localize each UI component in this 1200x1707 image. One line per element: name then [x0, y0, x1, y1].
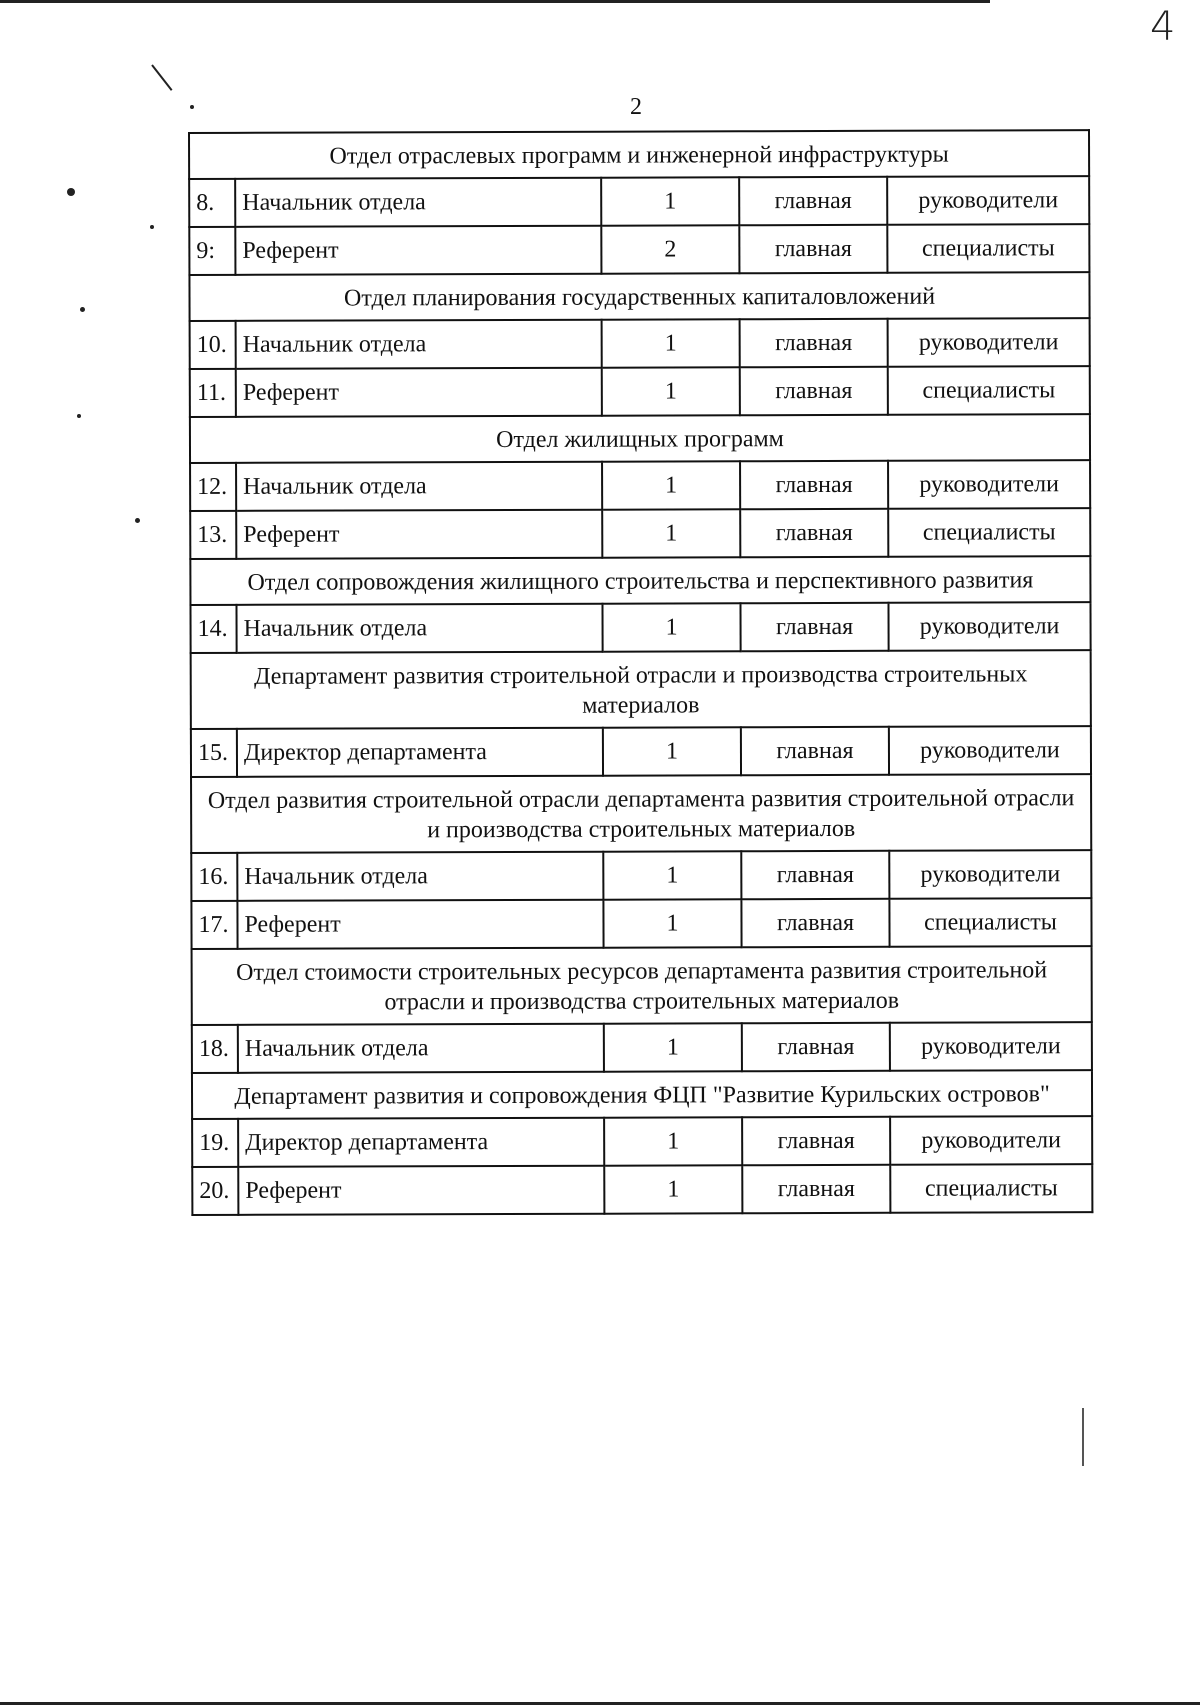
position-category: руководители: [889, 850, 1091, 899]
position-category: специалисты: [890, 1164, 1092, 1213]
position-title: Референт: [236, 368, 602, 417]
staff-count: 1: [602, 319, 740, 367]
table-row: [192, 1116, 1092, 1167]
position-group: главная: [740, 367, 888, 415]
section-title: Отдел стоимости строительных ресурсов департамента развития строительной отрасли и производства строительных материалов: [192, 946, 1092, 1025]
row-number: 16.: [191, 853, 237, 901]
scan-artifact-speck: [150, 225, 154, 229]
section-header-row: [192, 946, 1092, 1025]
position-category: руководители: [890, 1022, 1092, 1071]
staff-count: 1: [602, 603, 740, 651]
staff-count: 1: [604, 1165, 742, 1213]
position-category: руководители: [887, 176, 1089, 225]
scan-top-edge-line: [0, 0, 990, 3]
section-header-row: [189, 130, 1089, 179]
row-number: 12.: [190, 463, 236, 511]
scan-artifact-speck: [67, 188, 75, 196]
section-header-row: [191, 774, 1091, 853]
table-row: [191, 898, 1091, 949]
row-number: 10.: [190, 321, 236, 369]
staff-count: 1: [601, 177, 739, 225]
staff-count: 1: [603, 727, 741, 775]
position-group: главная: [742, 1165, 890, 1213]
staff-table-body: [189, 130, 1092, 1215]
position-category: специалисты: [889, 898, 1091, 947]
staff-count: 2: [601, 225, 739, 273]
staff-count: 1: [602, 509, 740, 557]
staff-positions-table: [188, 129, 1093, 1216]
position-group: главная: [740, 603, 888, 651]
position-title: Начальник отдела: [237, 852, 603, 901]
table-row: [189, 176, 1089, 227]
section-title: Отдел отраслевых программ и инженерной инфраструктуры: [189, 130, 1089, 179]
row-number: 15.: [191, 729, 237, 777]
table-row: [189, 224, 1089, 275]
position-category: руководители: [888, 602, 1090, 651]
position-category: специалисты: [887, 224, 1089, 273]
position-title: Директор департамента: [238, 1118, 604, 1167]
staff-count: 1: [602, 461, 740, 509]
section-header-row: [190, 414, 1090, 463]
page-number: 2: [630, 94, 642, 120]
row-number: 11.: [190, 369, 236, 417]
scan-bottom-edge-line: [0, 1702, 1200, 1705]
table-row: [191, 850, 1091, 901]
section-title: Отдел планирования государственных капиталовложений: [189, 272, 1089, 321]
position-title: Начальник отдела: [236, 604, 602, 653]
table-row: [191, 726, 1091, 777]
position-category: руководители: [888, 318, 1090, 367]
position-title: Директор департамента: [237, 728, 603, 777]
position-title: Начальник отдела: [236, 320, 602, 369]
position-title: Референт: [235, 226, 601, 275]
table-row: [192, 1022, 1092, 1073]
position-group: главная: [741, 851, 889, 899]
position-group: главная: [742, 1117, 890, 1165]
scan-artifact-speck: [80, 307, 85, 312]
staff-count: 1: [604, 1023, 742, 1071]
row-number: 20.: [192, 1167, 238, 1215]
position-group: главная: [739, 225, 887, 273]
position-title: Начальник отдела: [235, 178, 601, 227]
table-row: [190, 366, 1090, 417]
position-group: главная: [740, 319, 888, 367]
position-group: главная: [741, 899, 889, 947]
scan-artifact-speck: [190, 105, 194, 109]
staff-count: 1: [604, 1117, 742, 1165]
position-title: Референт: [237, 900, 603, 949]
scan-artifact-speck: [1082, 1408, 1084, 1466]
position-title: Начальник отдела: [238, 1024, 604, 1073]
table-row: [192, 1164, 1092, 1215]
section-header-row: [190, 556, 1090, 605]
position-title: Начальник отдела: [236, 462, 602, 511]
table-row: [190, 318, 1090, 369]
staff-count: 1: [603, 899, 741, 947]
position-category: специалисты: [888, 366, 1090, 415]
staff-count: 1: [603, 851, 741, 899]
position-category: руководители: [890, 1116, 1092, 1165]
scan-artifact-speck: [77, 414, 81, 418]
position-category: руководители: [889, 726, 1091, 775]
row-number: 18.: [192, 1025, 238, 1073]
position-title: Референт: [238, 1166, 604, 1215]
table-row: [190, 508, 1090, 559]
handwritten-page-mark: 4: [1150, 4, 1176, 50]
scan-artifact-speck: [135, 518, 140, 523]
position-category: специалисты: [888, 508, 1090, 557]
row-number: 14.: [190, 605, 236, 653]
section-header-row: [191, 650, 1091, 729]
section-header-row: [189, 272, 1089, 321]
position-group: главная: [739, 177, 887, 225]
section-title: Отдел сопровождения жилищного строительства и перспективного развития: [190, 556, 1090, 605]
section-title: Отдел развития строительной отрасли департамента развития строительной отрасли и производства строительных материалов: [191, 774, 1091, 853]
section-title: Отдел жилищных программ: [190, 414, 1090, 463]
section-title: Департамент развития строительной отрасли и производства строительных материалов: [191, 650, 1091, 729]
row-number: 13.: [190, 511, 236, 559]
table-row: [190, 460, 1090, 511]
section-header-row: [192, 1070, 1092, 1119]
row-number: 19.: [192, 1119, 238, 1167]
position-category: руководители: [888, 460, 1090, 509]
section-title: Департамент развития и сопровождения ФЦП "Развитие Курильских островов": [192, 1070, 1092, 1119]
position-group: главная: [740, 509, 888, 557]
row-number: 8.: [189, 179, 235, 227]
row-number: 17.: [191, 901, 237, 949]
position-group: главная: [742, 1023, 890, 1071]
scan-artifact-stroke: [151, 64, 172, 90]
position-group: главная: [740, 461, 888, 509]
staff-count: 1: [602, 367, 740, 415]
position-group: главная: [741, 727, 889, 775]
table-row: [190, 602, 1090, 653]
row-number: 9:: [189, 227, 235, 275]
position-title: Референт: [236, 510, 602, 559]
